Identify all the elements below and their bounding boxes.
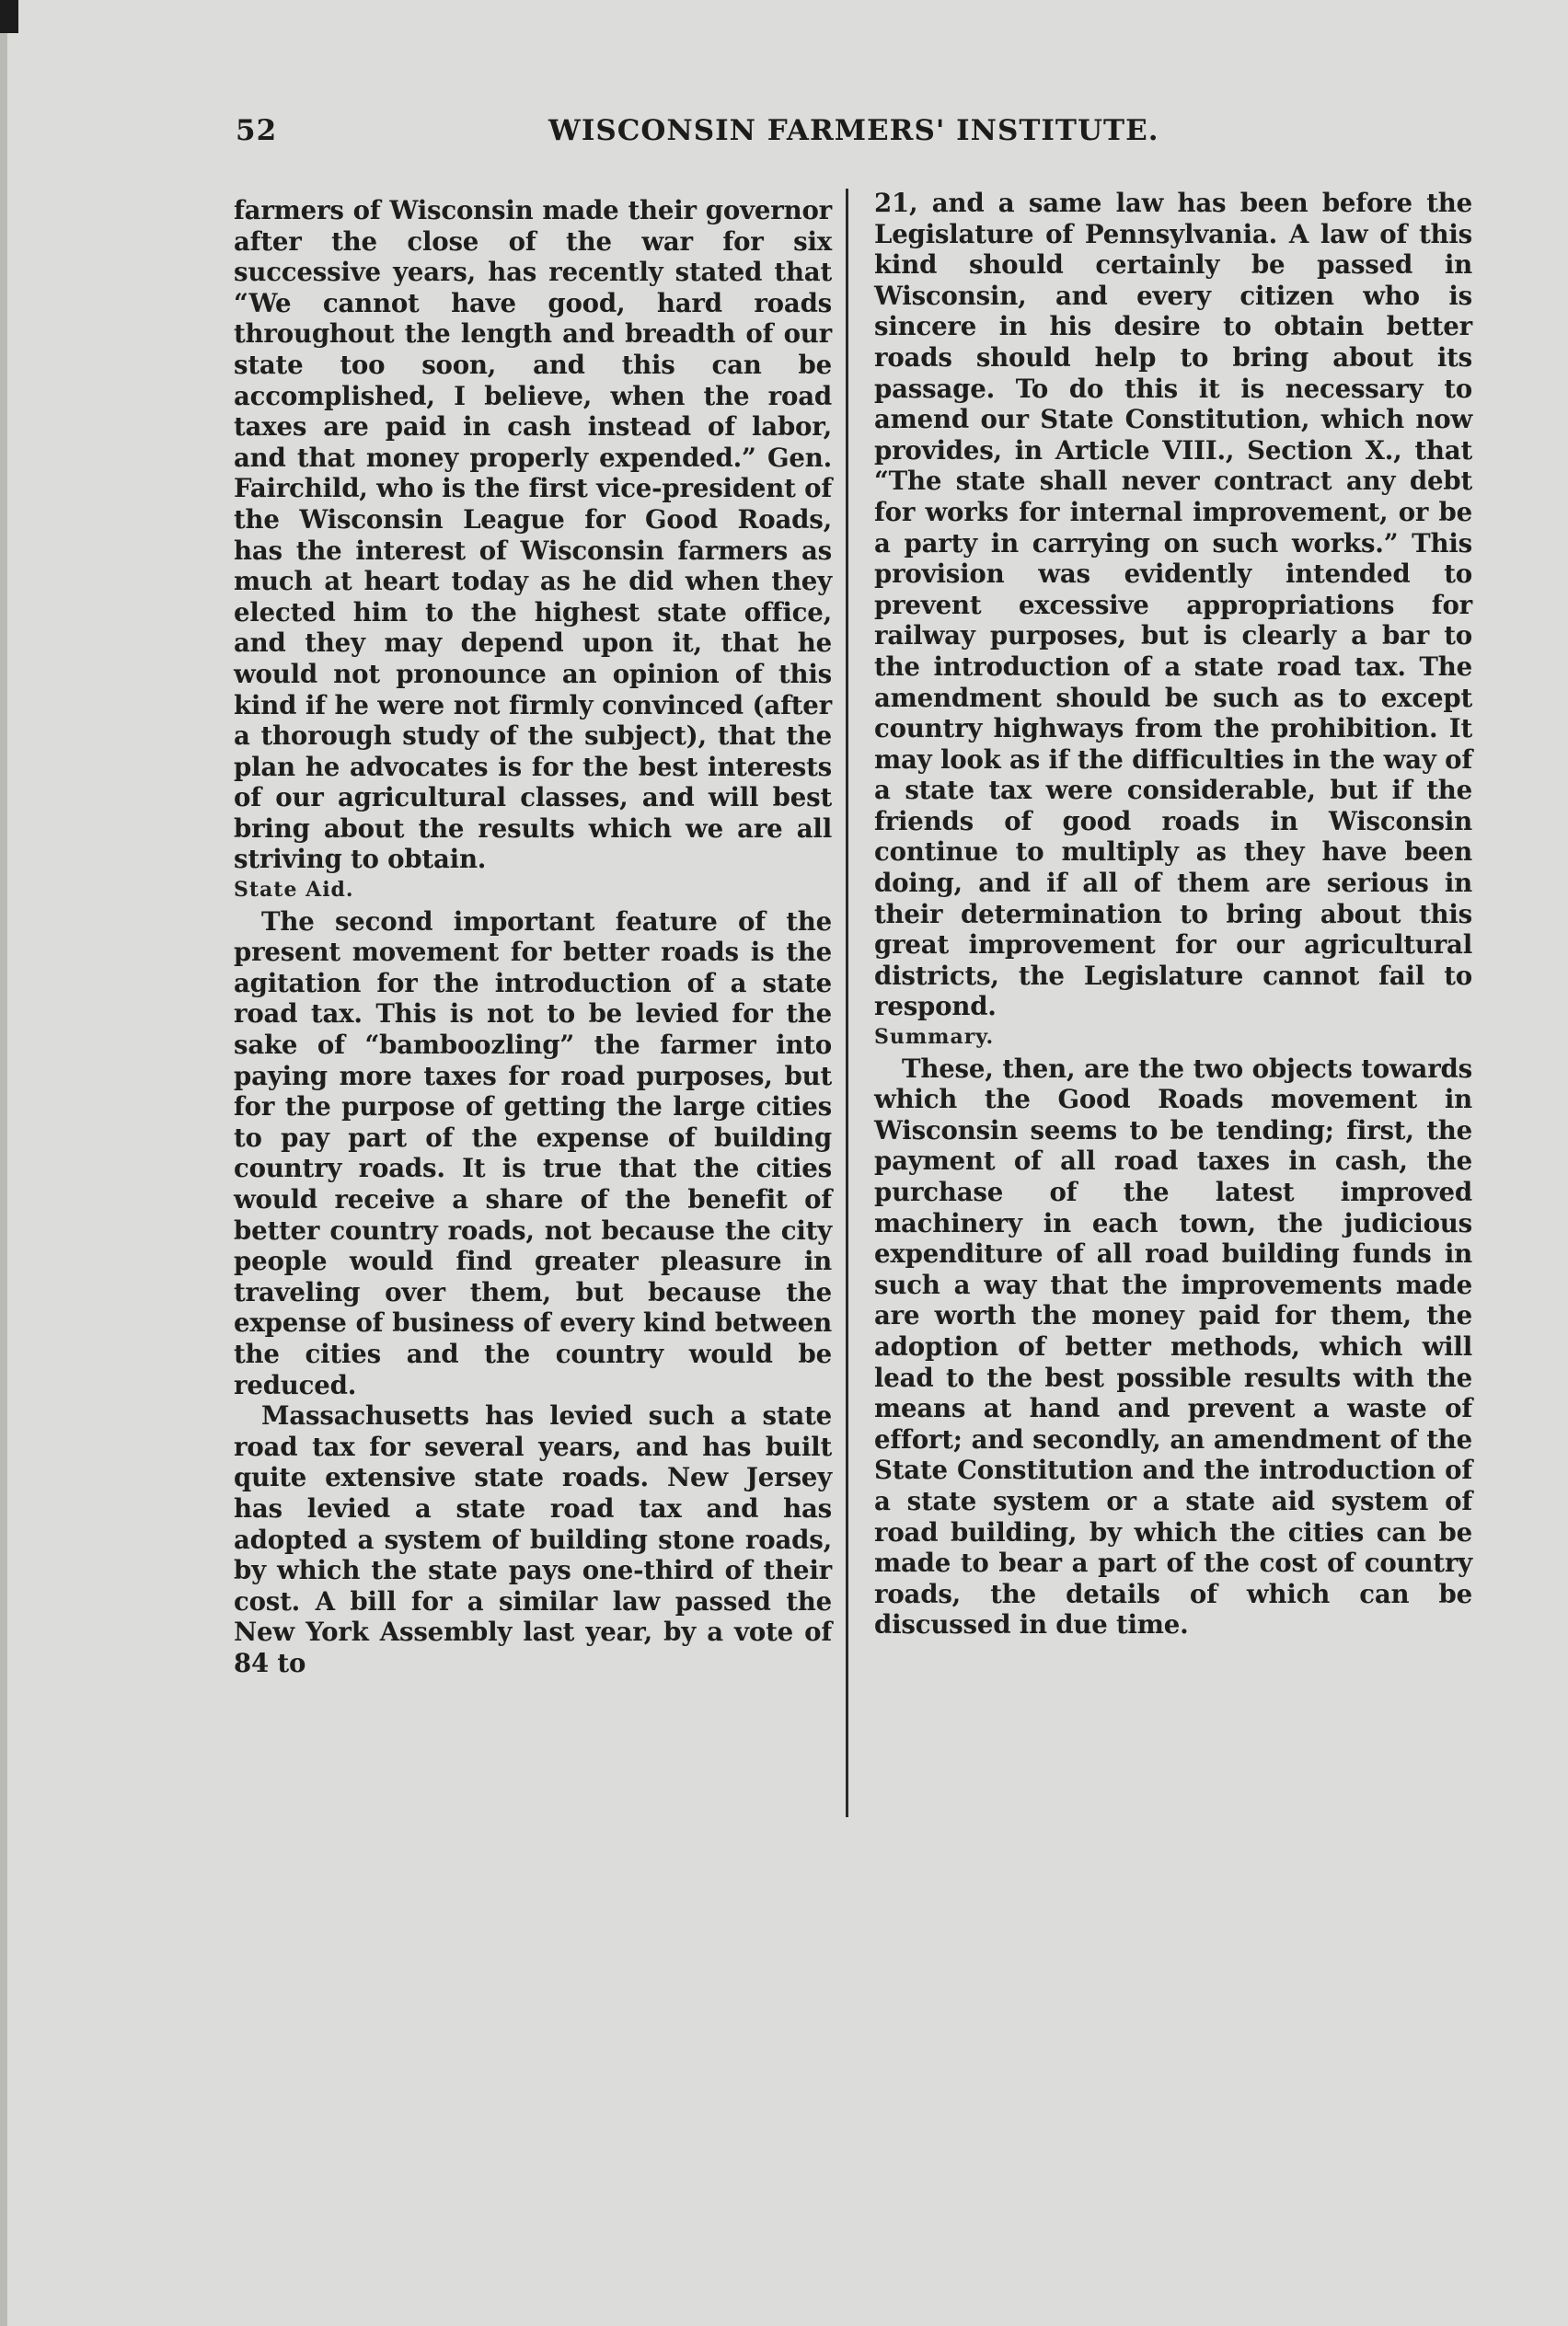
binding-mark <box>0 0 18 33</box>
running-head <box>236 114 1174 158</box>
section-heading-state-aid: State Aid. <box>234 878 354 903</box>
left-paragraph-state-aid: The second important feature of the present movement for better roads is the agitation for the introduction of a state road tax. This is not to be levied for the sake of “bamboozling” the farmer into paying more taxes for road purposes, but for the purpose of getting the large cities to pay part of the expense of building country roads. It is true that the cities would receive a share of the benefit of better country roads, not because the city people would find greater pleasure in traveling over them, but because the expense of business of every kind between the cities and the country would be reduced. <box>234 905 832 1400</box>
right-column <box>874 188 1472 1641</box>
page-number: 52 <box>236 114 278 147</box>
left-paragraph-continued: farmers of Wisconsin made their governor after the close of the war for six successive years, has recently stated that “We cannot have good, hard roads throughout the length and breadth of our state too soon, and this can be accomplished, I believe, when the road taxes are paid in cash instead of labor, and that money properly expended.” Gen. Fairchild, who is the first vice-president of the Wisconsin League for Good Roads, has the interest of Wisconsin farmers as much at heart today as he did when they elected him to the highest state office, and they may depend upon it, that he would not pronounce an opinion of this kind if he were not firmly convinced (after a thorough study of the subject), that the plan he advocates is for the best interests of our agricultural classes, and will best bring about the results which we are all striving to obtain. <box>234 195 832 875</box>
left-column <box>234 195 832 1679</box>
page-binding-edge <box>0 0 7 2326</box>
column-rule <box>846 189 848 1817</box>
right-paragraph-summary: These, then, are the two objects towards which the Good Roads movement in Wisconsin seems to be tending; first, the payment of all road taxes in cash, the purchase of the latest improved machinery in each town, the judicious expenditure of all road building funds in such a way that the improvements made are worth the money paid for them, the adoption of better methods, which will lead to the best possible results with the means at hand and prevent a waste of effort; and secondly, an amendment of the State Constitution and the introduction of a state system or a state aid system of road building, by which the cities can be made to bear a part of the cost of country roads, the details of which can be discussed in due time. <box>874 1053 1472 1641</box>
running-title: WISCONSIN FARMERS' INSTITUTE. <box>548 114 1159 147</box>
section-heading-summary: Summary. <box>874 1025 995 1050</box>
right-paragraph-continued: 21, and a same law has been before the Legislature of Pennsylvania. A law of this kind should certainly be passed in Wisconsin, and every citizen who is sincere in his desire to obtain better roads should help to bring about its passage. To do this it is necessary to amend our State Constitution, which now provides, in Article VIII., Section X., that “The state shall never contract any debt for works for internal improvement, or be a party in carrying on such works.” This provision was evidently intended to prevent excessive appropriations for railway purposes, but is clearly a bar to the introduction of a state road tax. The amendment should be such as to except country highways from the prohibition. It may look as if the difficulties in the way of a state tax were considerable, but if the friends of good roads in Wisconsin continue to multiply as they have been doing, and if all of them are serious in their determination to bring about this great improvement for our agricultural districts, the Legislature cannot fail to respond. <box>874 188 1472 1022</box>
left-paragraph-massachusetts: Massachusetts has levied such a state road tax for several years, and has built quite extensive state roads. New Jersey has levied a state road tax and has adopted a system of building stone roads, by which the state pays one-third of their cost. A bill for a similar law passed the New York Assembly last year, by a vote of 84 to <box>234 1400 832 1678</box>
